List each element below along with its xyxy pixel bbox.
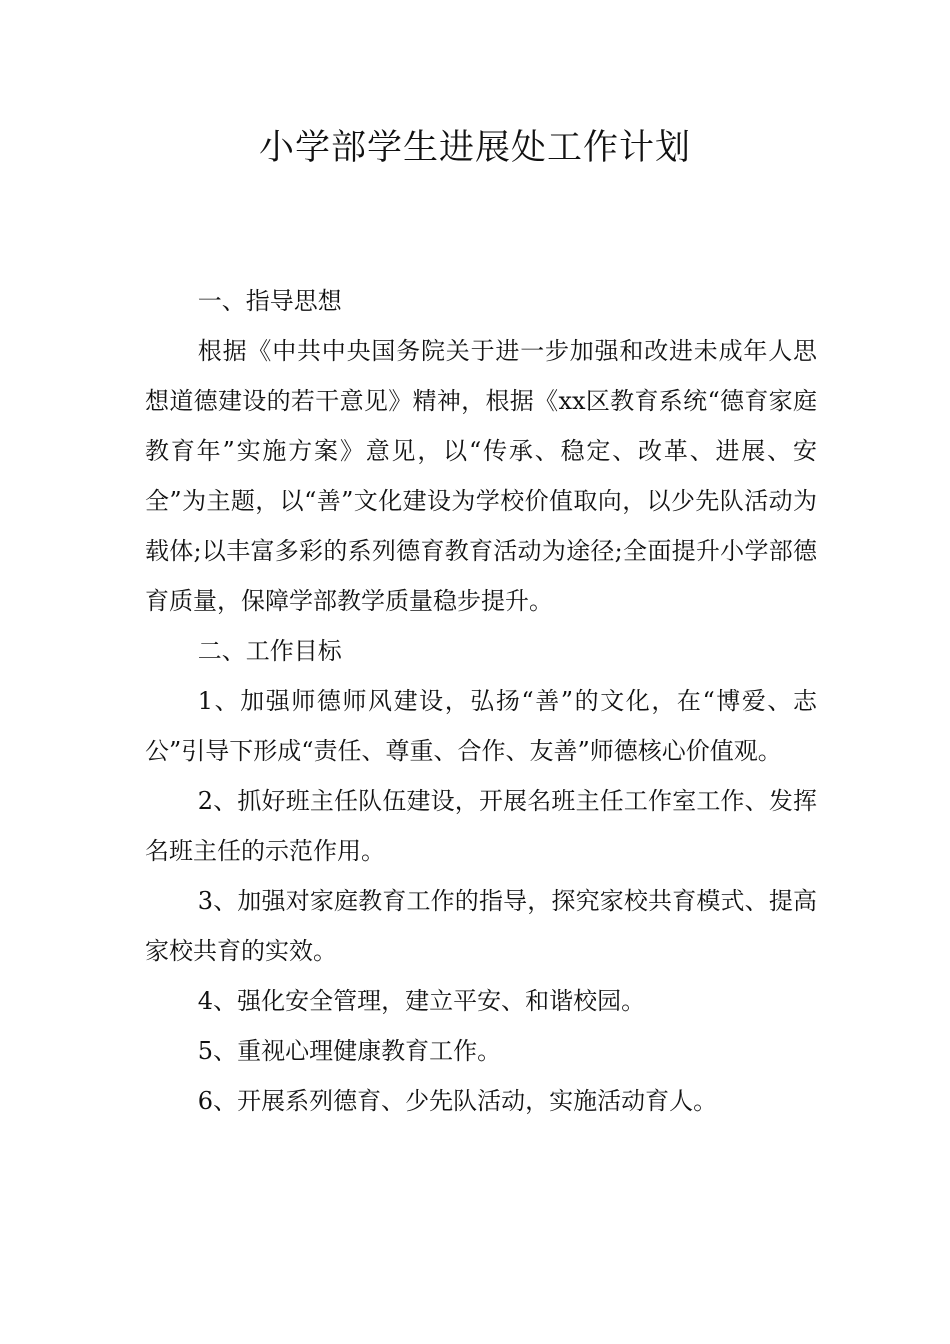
- goal-item-3: 3、加强对家庭教育工作的指导，探究家校共育模式、提高家校共育的实效。: [145, 887, 817, 965]
- document-body: [145, 276, 817, 1126]
- goal-item-1: 1、加强师德师风建设，弘扬“善”的文化，在“博爱、志公”引导下形成“责任、尊重、合作、友善”师德核心价值观。: [145, 687, 817, 765]
- section-heading-work-goals: 二、工作目标: [197, 637, 342, 665]
- document-title: 小学部学生进展处工作计划: [258, 128, 691, 168]
- paragraph-guiding-thought: 根据《中共中央国务院关于进一步加强和改进未成年人思想道德建设的若干意见》精神，根据《xx区教育系统“德育家庭教育年”实施方案》意见，以“传承、稳定、改革、进展、安全”为主题，以“善”文化建设为学校价值取向，以少先队活动为载体;以丰富多彩的系列德育教育活动为途径;全面提升小学部德育质量，保障学部教学质量稳步提升。: [145, 337, 817, 615]
- goal-item-5: 5、重视心理健康教育工作。: [197, 1037, 502, 1065]
- goal-item-2: 2、抓好班主任队伍建设，开展名班主任工作室工作、发挥名班主任的示范作用。: [145, 787, 817, 865]
- goal-item-6: 6、开展系列德育、少先队活动，实施活动育人。: [197, 1087, 718, 1115]
- section-heading-guiding-thought: 一、指导思想: [197, 287, 342, 315]
- goal-item-4: 4、强化安全管理，建立平安、和谐校园。: [197, 987, 646, 1015]
